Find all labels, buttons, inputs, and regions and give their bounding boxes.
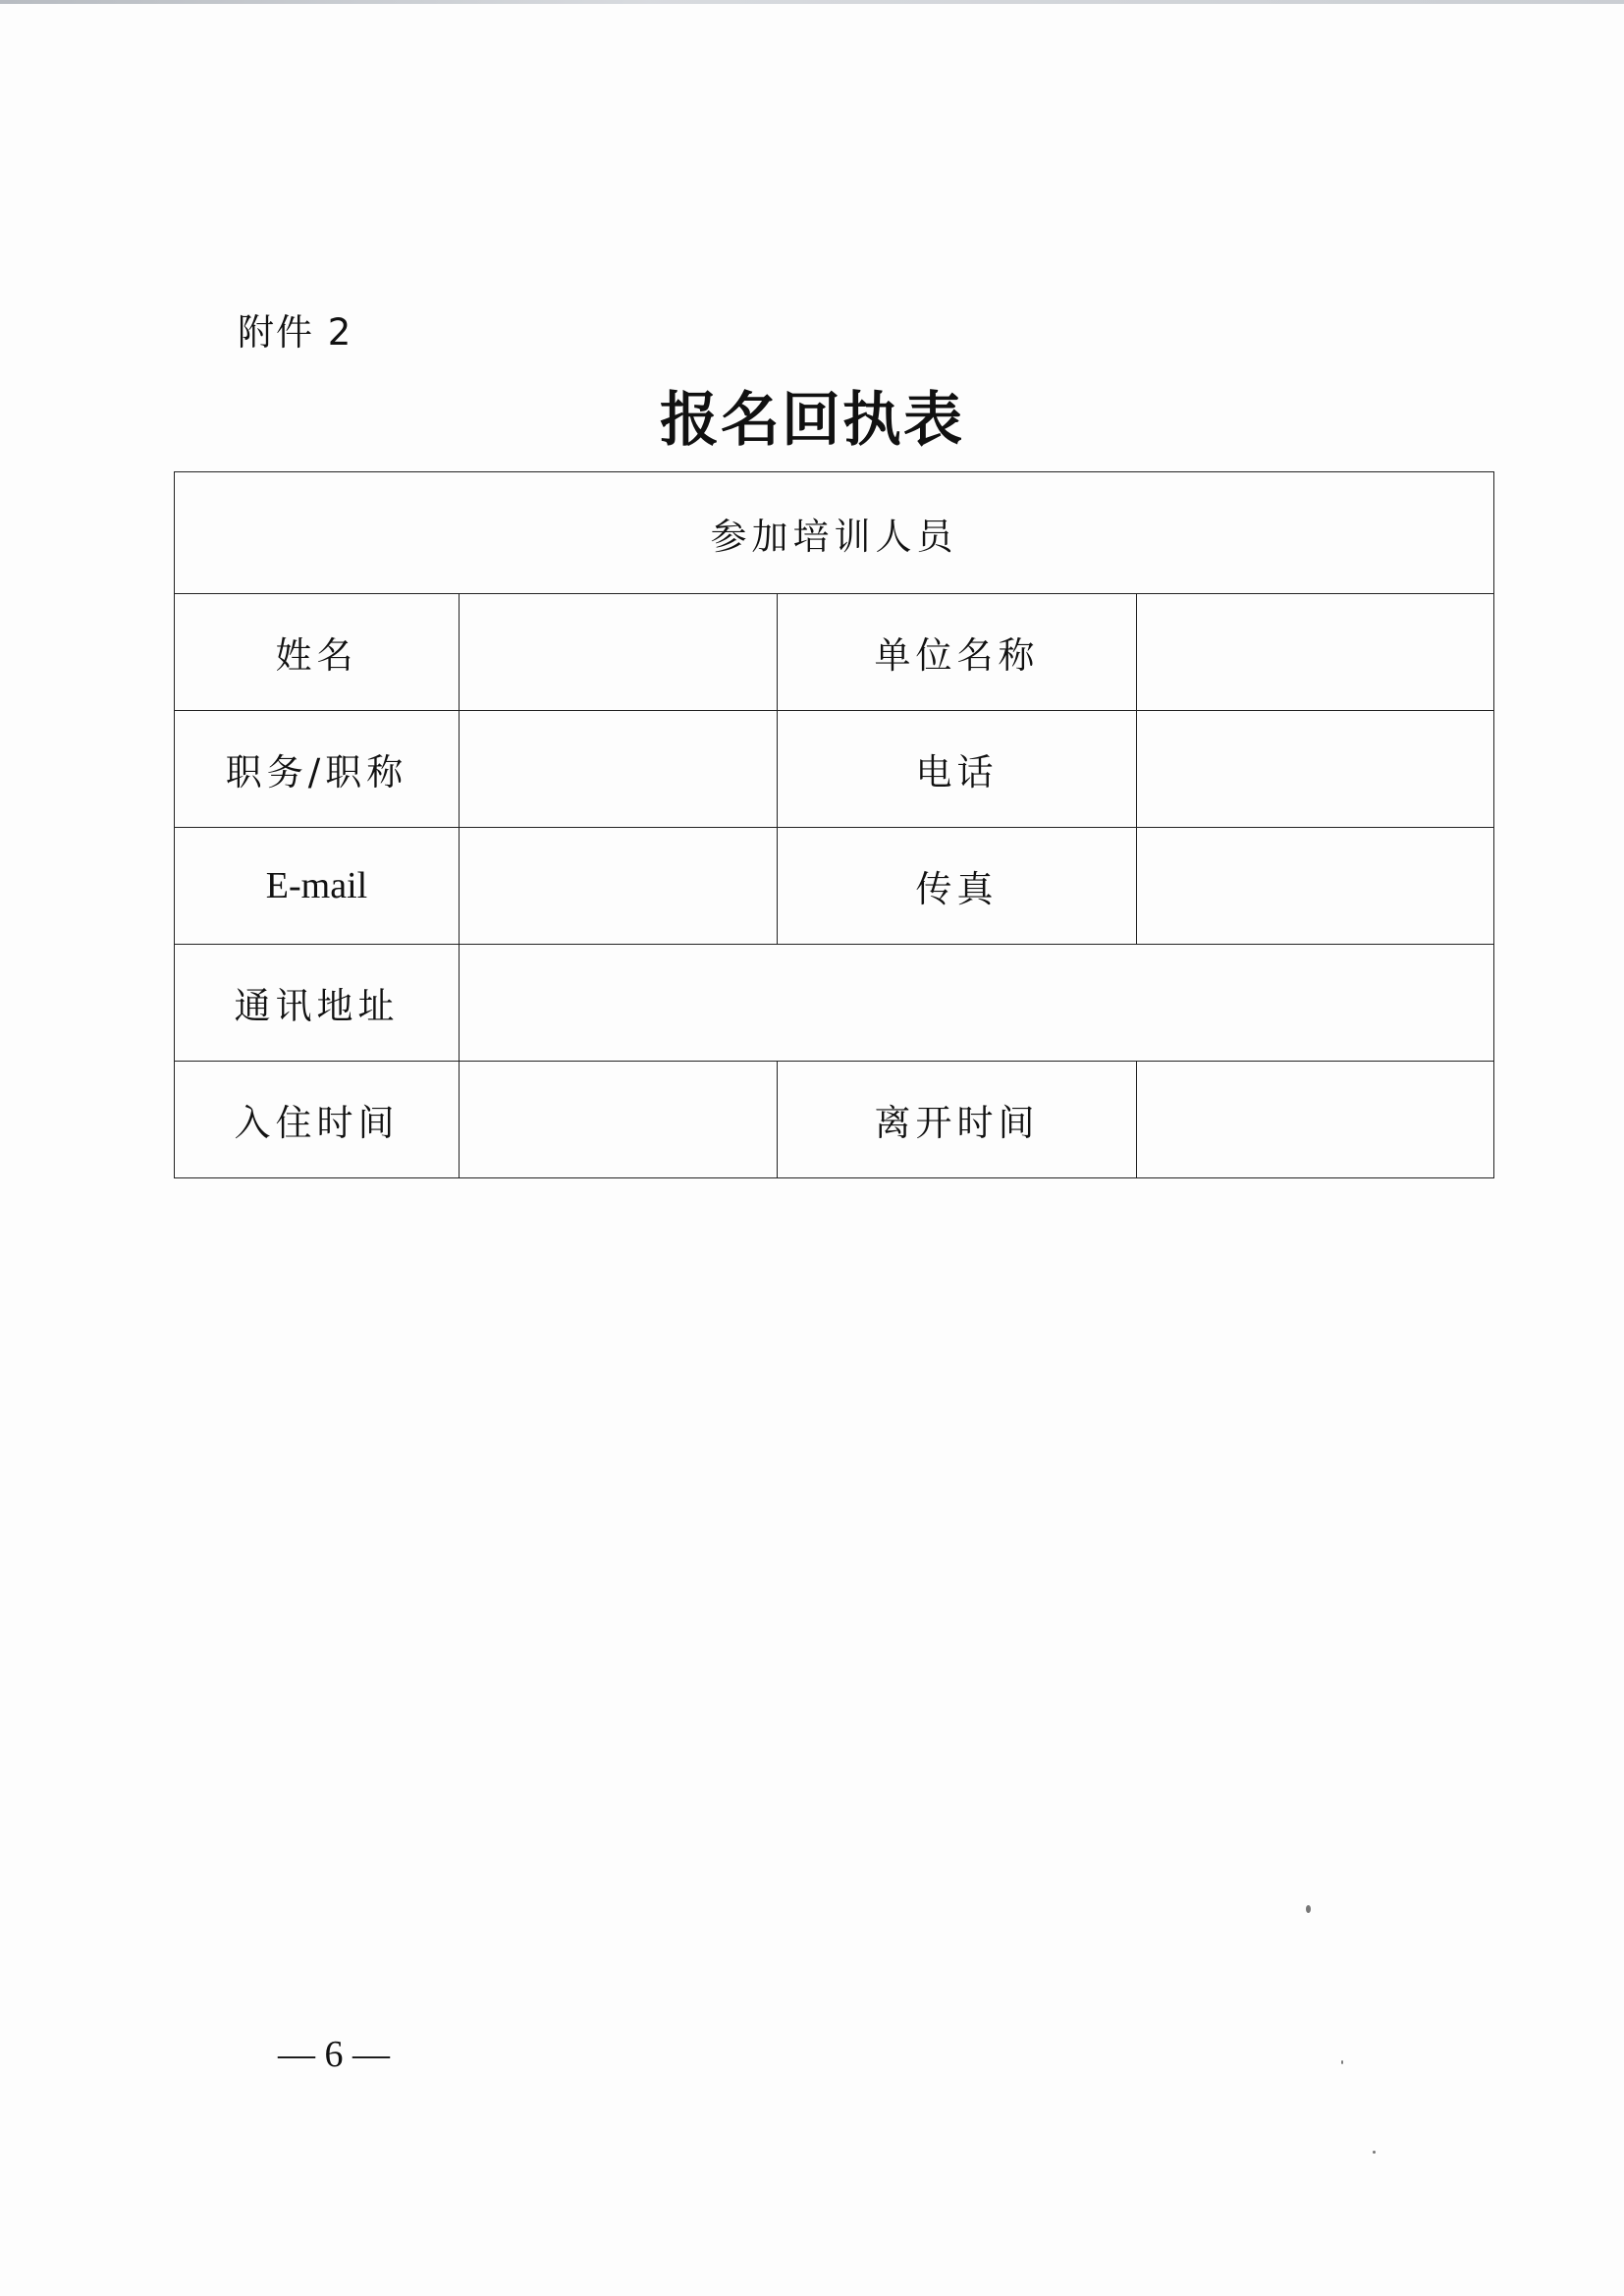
scan-speck [1306,1905,1311,1913]
name-label: 姓名 [175,594,460,711]
position-title-label: 职务/职称 [175,711,460,828]
check-in-time-label: 入住时间 [175,1062,460,1178]
position-title-field[interactable] [460,711,778,828]
check-out-time-label: 离开时间 [778,1062,1137,1178]
organization-field[interactable] [1137,594,1494,711]
attachment-label: 附件 2 [238,311,353,354]
table-row [175,828,1494,945]
check-out-time-field[interactable] [1137,1062,1494,1178]
phone-label: 电话 [778,711,1137,828]
section-title: 参加培训人员 [175,472,1494,594]
name-field[interactable] [460,594,778,711]
fax-field[interactable] [1137,828,1494,945]
document-title: 报名回执表 [660,386,964,455]
check-in-time-field[interactable] [460,1062,778,1178]
table-row [175,1062,1494,1178]
organization-label: 单位名称 [778,594,1137,711]
table-header-row [175,472,1494,594]
page-number: — 6 — [278,2034,390,2075]
email-label: E-mail [175,828,460,945]
fax-label: 传真 [778,828,1137,945]
table-row [175,594,1494,711]
email-field[interactable] [460,828,778,945]
address-field[interactable] [460,945,1494,1062]
table-row [175,945,1494,1062]
phone-field[interactable] [1137,711,1494,828]
address-label: 通讯地址 [175,945,460,1062]
table-row [175,711,1494,828]
scan-edge [0,0,1624,4]
scan-speck [1373,2151,1376,2154]
registration-form-table [174,471,1494,1178]
scan-speck [1341,2060,1343,2064]
